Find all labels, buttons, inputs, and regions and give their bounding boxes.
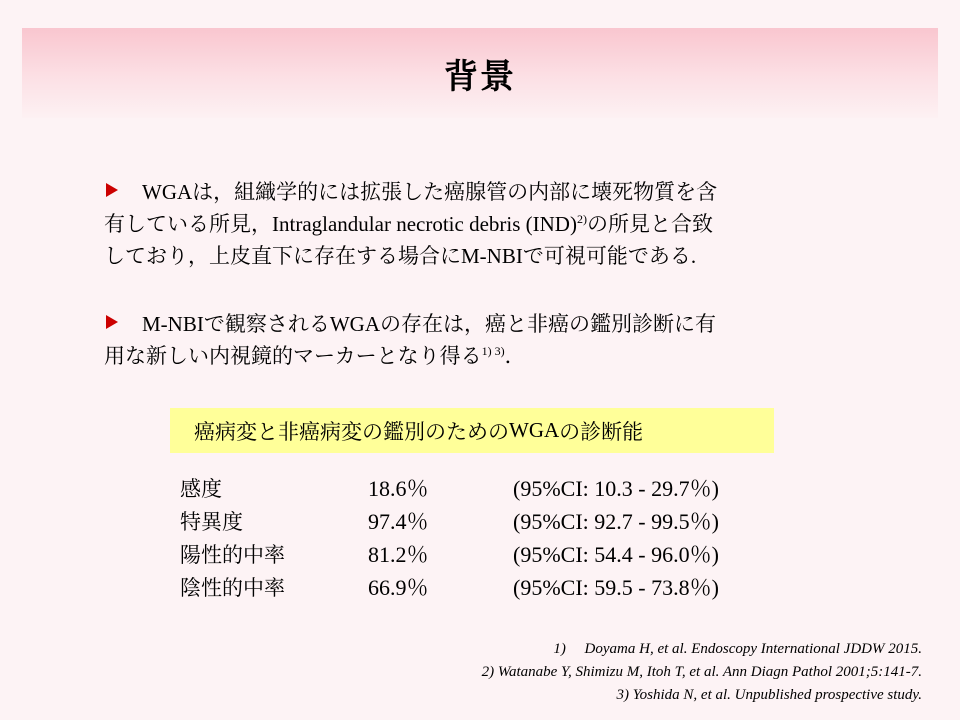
- stat-ci: (95%CI: 10.3 - 29.7％): [513, 476, 719, 501]
- box-text-part: WGA: [509, 418, 560, 442]
- bullet-text: M-NBI: [142, 312, 204, 336]
- stat-ci: (95%CI: 92.7 - 99.5％): [513, 509, 719, 534]
- arrow-bullet-icon: [106, 315, 118, 329]
- stat-ci: (95%CI: 59.5 - 73.8％): [513, 575, 719, 600]
- bullet-text: は，組織学的には拡張した癌腺管の内部に壊死物質を含: [192, 180, 718, 204]
- bullet-text: で観察される: [203, 312, 330, 336]
- arrow-bullet-icon: [106, 183, 118, 197]
- citation-superscript: 1) 3): [481, 344, 505, 358]
- bullet-text: .: [690, 244, 697, 268]
- bullet-text: の所見と合致: [586, 212, 713, 236]
- box-text-part: 癌病変と非癌病変の鑑別のための: [194, 419, 509, 444]
- bullet-line: [104, 240, 864, 272]
- bullet-text: WGA: [329, 312, 380, 336]
- references: [222, 638, 922, 707]
- reference-item: 3) Yoshida N, et al. Unpublished prospective study.: [616, 687, 922, 703]
- stat-value: 97.4％: [368, 509, 429, 534]
- highlight-box-text: [194, 408, 643, 453]
- stat-row-ppv: [178, 536, 798, 569]
- bullet-text: で可視可能である: [522, 244, 691, 268]
- highlight-box: [170, 408, 774, 453]
- bullet-text: の存在は，癌と非癌の鑑別診断に有: [380, 312, 716, 336]
- stat-row-specificity: [178, 503, 798, 536]
- stat-label: 特異度: [180, 510, 243, 534]
- diagnostic-stats: [178, 470, 798, 602]
- bullet-text: WGA: [142, 180, 193, 204]
- stat-label: 陽性的中率: [180, 543, 285, 567]
- bullet-text: M-NBI: [461, 244, 523, 268]
- title-bar: [22, 28, 938, 118]
- bullet-text: ．: [504, 344, 526, 368]
- box-text-part: の診断能: [559, 419, 644, 444]
- bullet-text: しており，上皮直下に存在する場合に: [104, 244, 461, 268]
- bullet-line: [104, 340, 864, 372]
- stat-value: 18.6％: [368, 476, 429, 501]
- stat-label: 感度: [180, 477, 222, 501]
- reference-item: 1) Doyama H, et al. Endoscopy International JDDW 2015.: [553, 641, 922, 657]
- bullet-item-2: [104, 308, 864, 372]
- stat-row-sensitivity: [178, 470, 798, 503]
- bullet-text: 有している所見，: [104, 212, 272, 236]
- reference-item: 2) Watanabe Y, Shimizu M, Itoh T, et al. Ann Diagn Pathol 2001;5:141-7.: [481, 664, 922, 680]
- stat-label: 陰性的中率: [180, 576, 285, 600]
- bullet-line: [104, 176, 864, 208]
- bullet-line: [104, 308, 864, 340]
- stat-value: 66.9％: [368, 575, 429, 600]
- stat-ci: (95%CI: 54.4 - 96.0％): [513, 542, 719, 567]
- bullet-text: Intraglandular necrotic debris (IND): [272, 212, 577, 236]
- bullet-text: 用な新しい内視鏡的マーカーとなり得る: [104, 344, 482, 368]
- stat-row-npv: [178, 569, 798, 602]
- slide-title: 背景: [444, 56, 516, 97]
- citation-superscript: 2): [576, 212, 587, 226]
- bullet-item-1: [104, 176, 864, 272]
- stat-value: 81.2％: [368, 542, 429, 567]
- bullet-line: [104, 208, 864, 240]
